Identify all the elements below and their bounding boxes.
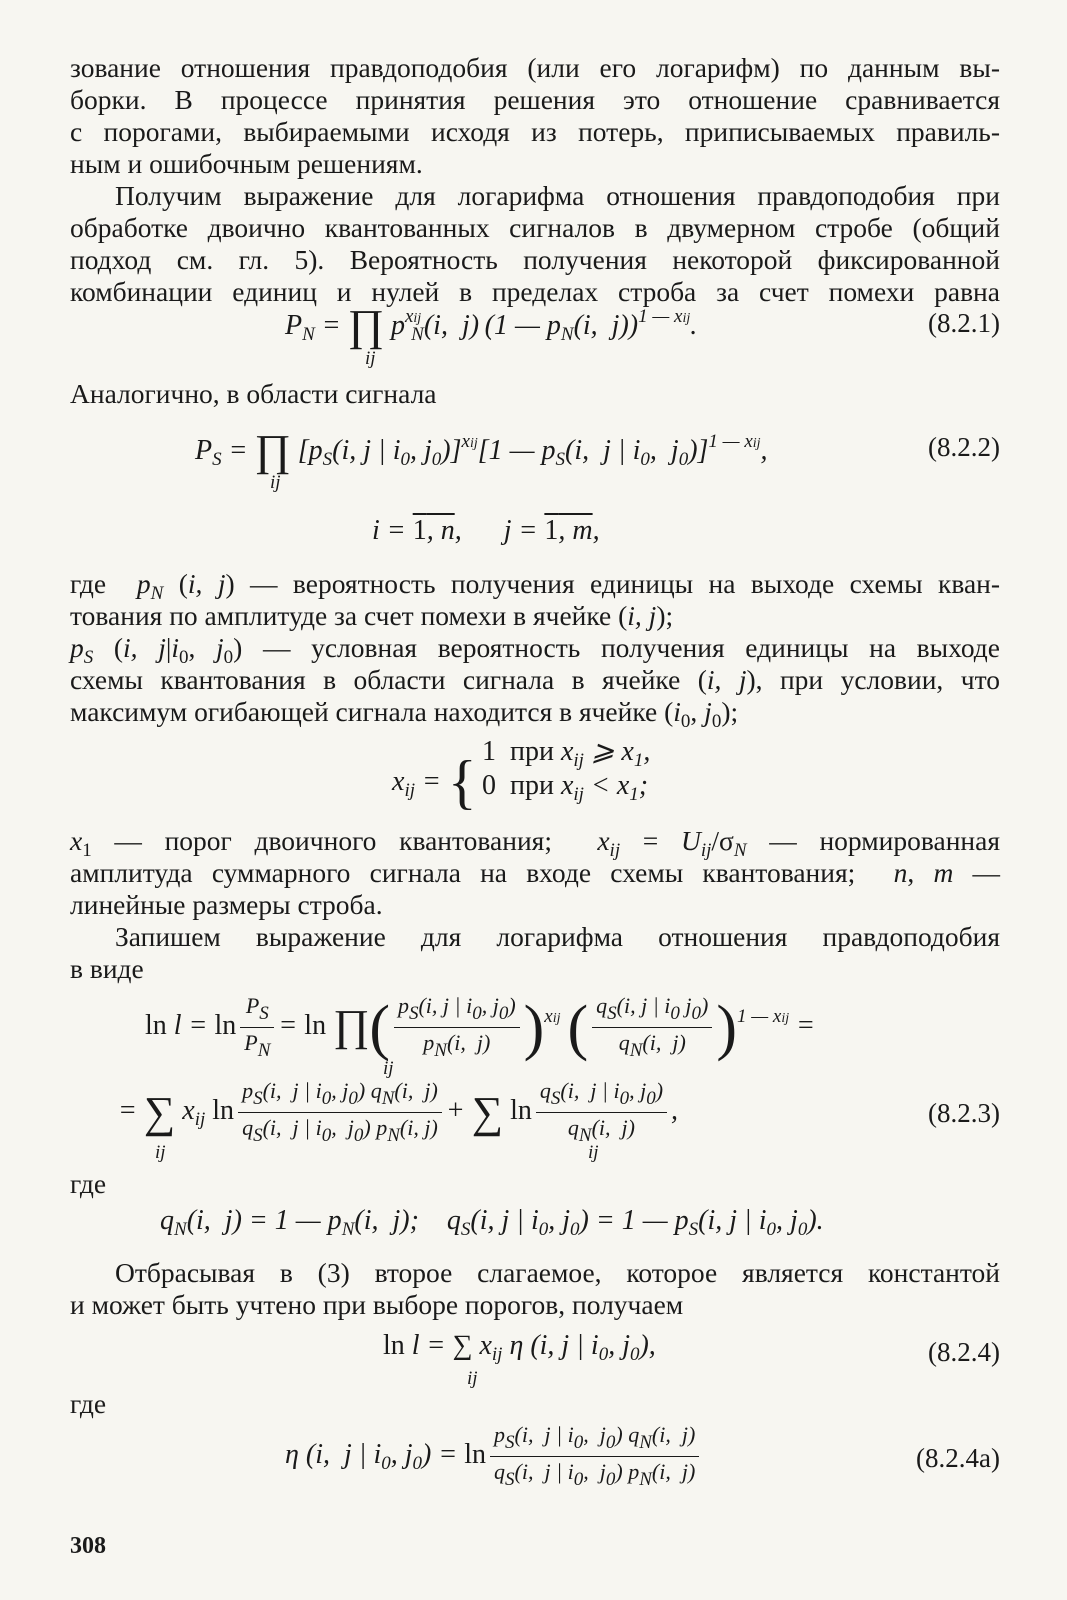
text-line: где	[70, 1388, 107, 1419]
equation-8-2-3-line-2: = ∑ $x_{ij}$ ln $\frac{pS(i, j | i0, j0) qN(i, j)}{qS(i, j | i0, j0) pN(i, j)}$ + ∑ ln $\frac{qS(i, j | i0, j0)}{qN(i, j)}$ ,	[118, 1078, 679, 1146]
text-line: амплитуда суммарного сигнала на входе схемы квантования; n, m —	[70, 857, 1001, 888]
case-value: 1	[482, 736, 496, 767]
product-index: ij	[365, 348, 376, 369]
sum-index: ij	[588, 1142, 599, 1163]
equation-8-2-3-line-1: ln l = ln $\frac{PS}{PN}$ = ln ∏( $\frac{pS(i, j | i0, j0)}{pN(i, j)}$ )$^{xij}$ ( $\frac{qS(i, j | i0 j0)}{qN(i, j)}$ )$^{1 — xij}$ =	[145, 993, 816, 1062]
piecewise-case-2: 0 при $x_{ij} < x_1$;	[482, 770, 649, 805]
text-line: где	[70, 1168, 107, 1199]
equation-number: (8.2.4а)	[916, 1443, 1000, 1473]
text-line: ным и ошибочным решениям.	[70, 148, 423, 179]
text-line: линейные размеры строба.	[70, 889, 383, 920]
text-line: $p_S$ (i, $j|i_0$, $j_0$) — условная вероятность получения единицы на выходе	[70, 632, 1000, 668]
piecewise-label: $x_{ij}$ = {	[392, 749, 477, 815]
text-line: Запишем выражение для логарифма отношения правдоподобия	[115, 921, 1000, 952]
case-word: при	[510, 736, 554, 767]
text-line: где $p_N$ (i, j) — вероятность получения единицы на выходе схемы кван-	[70, 568, 1001, 604]
text-line: борки. В процессе принятия решения это отношение сравнивается	[70, 84, 1000, 115]
case-value: 0	[482, 770, 496, 801]
product-index: ij	[383, 1058, 394, 1079]
equation-8-2-1: $P_N$ = ∏ $p^{xij}_N(i$, j) (1 — $p_N(i$, j))$^{1 — xij}$.	[285, 301, 698, 350]
equation-number: (8.2.2)	[928, 432, 1000, 462]
text-line: $x_1$ — порог двоичного квантования; $x_{ij} = U_{ij}/\sigma_N$ — нормированная	[70, 825, 1000, 861]
equation-number: (8.2.4)	[928, 1337, 1000, 1367]
text-line: Аналогично, в области сигнала	[70, 378, 437, 409]
index-ranges: i = 1, n, j = 1, m,	[372, 515, 600, 546]
text-line: Получим выражение для логарифма отношения правдоподобия при	[115, 180, 1000, 211]
equation-8-2-4a: η (i, j | $i_0$, $j_0) = \ln$ $\frac{pS(i, j | i0, j0) qN(i, j)}{qS(i, j | i0, j0) pN(i, j)}$	[285, 1422, 703, 1491]
equation-number: (8.2.1)	[928, 308, 1000, 338]
text-line: подход см. гл. 5). Вероятность получения некоторой фиксированной	[70, 244, 1000, 275]
sum-index: ij	[155, 1142, 166, 1163]
q-definitions: $q_N(i$, j) = 1 — $p_N(i$, j); $q_S(i$, j | $i_0$, $j_0) = 1$ — $p_S(i$, j | $i_0$, $j_0$).	[160, 1205, 824, 1240]
text-line: с порогами, выбираемыми исходя из потерь, приписываемых правиль-	[70, 116, 1000, 147]
text-line: и может быть учтено при выборе порогов, получаем	[70, 1289, 684, 1320]
equation-number: (8.2.3)	[928, 1098, 1000, 1128]
text-line: комбинации единиц и нулей в пределах строба за счет помехи равна	[70, 276, 1000, 307]
sum-index: ij	[467, 1368, 478, 1389]
equation-8-2-2: $P_S$ = ∏ [$p_S(i$, j | $i_0$, $j_0)]^{xij}[1$ — $p_S(i$, j | $i_0$, $j_0)]^{1 — xij}$,	[195, 426, 768, 475]
text-line: максимум огибающей сигнала находится в ячейке ($i_0$, $j_0$);	[70, 696, 739, 732]
text-line: обработке двоично квантованных сигналов в двумерном стробе (общий	[70, 212, 1000, 243]
product-index: ij	[270, 472, 281, 493]
text-line: в виде	[70, 953, 144, 984]
text-line: тования по амплитуде за счет помехи в ячейке (i, j);	[70, 600, 674, 631]
text-line: схемы квантования в области сигнала в ячейке (i, j), при условии, что	[70, 664, 1000, 695]
piecewise-case-1: 1 при $x_{ij}$ ⩾ $x_1$,	[482, 736, 651, 771]
case-word: при	[510, 770, 554, 801]
equation-8-2-4: ln l = ∑ $x_{ij}$ η (i, j | $i_0$, $j_0$),	[383, 1330, 656, 1365]
text-line: Отбрасывая в (3) второе слагаемое, которое является константой	[115, 1257, 1000, 1288]
text-line: зование отношения правдоподобия (или его логарифм) по данным вы-	[70, 52, 1000, 83]
page-number: 308	[70, 1533, 106, 1559]
